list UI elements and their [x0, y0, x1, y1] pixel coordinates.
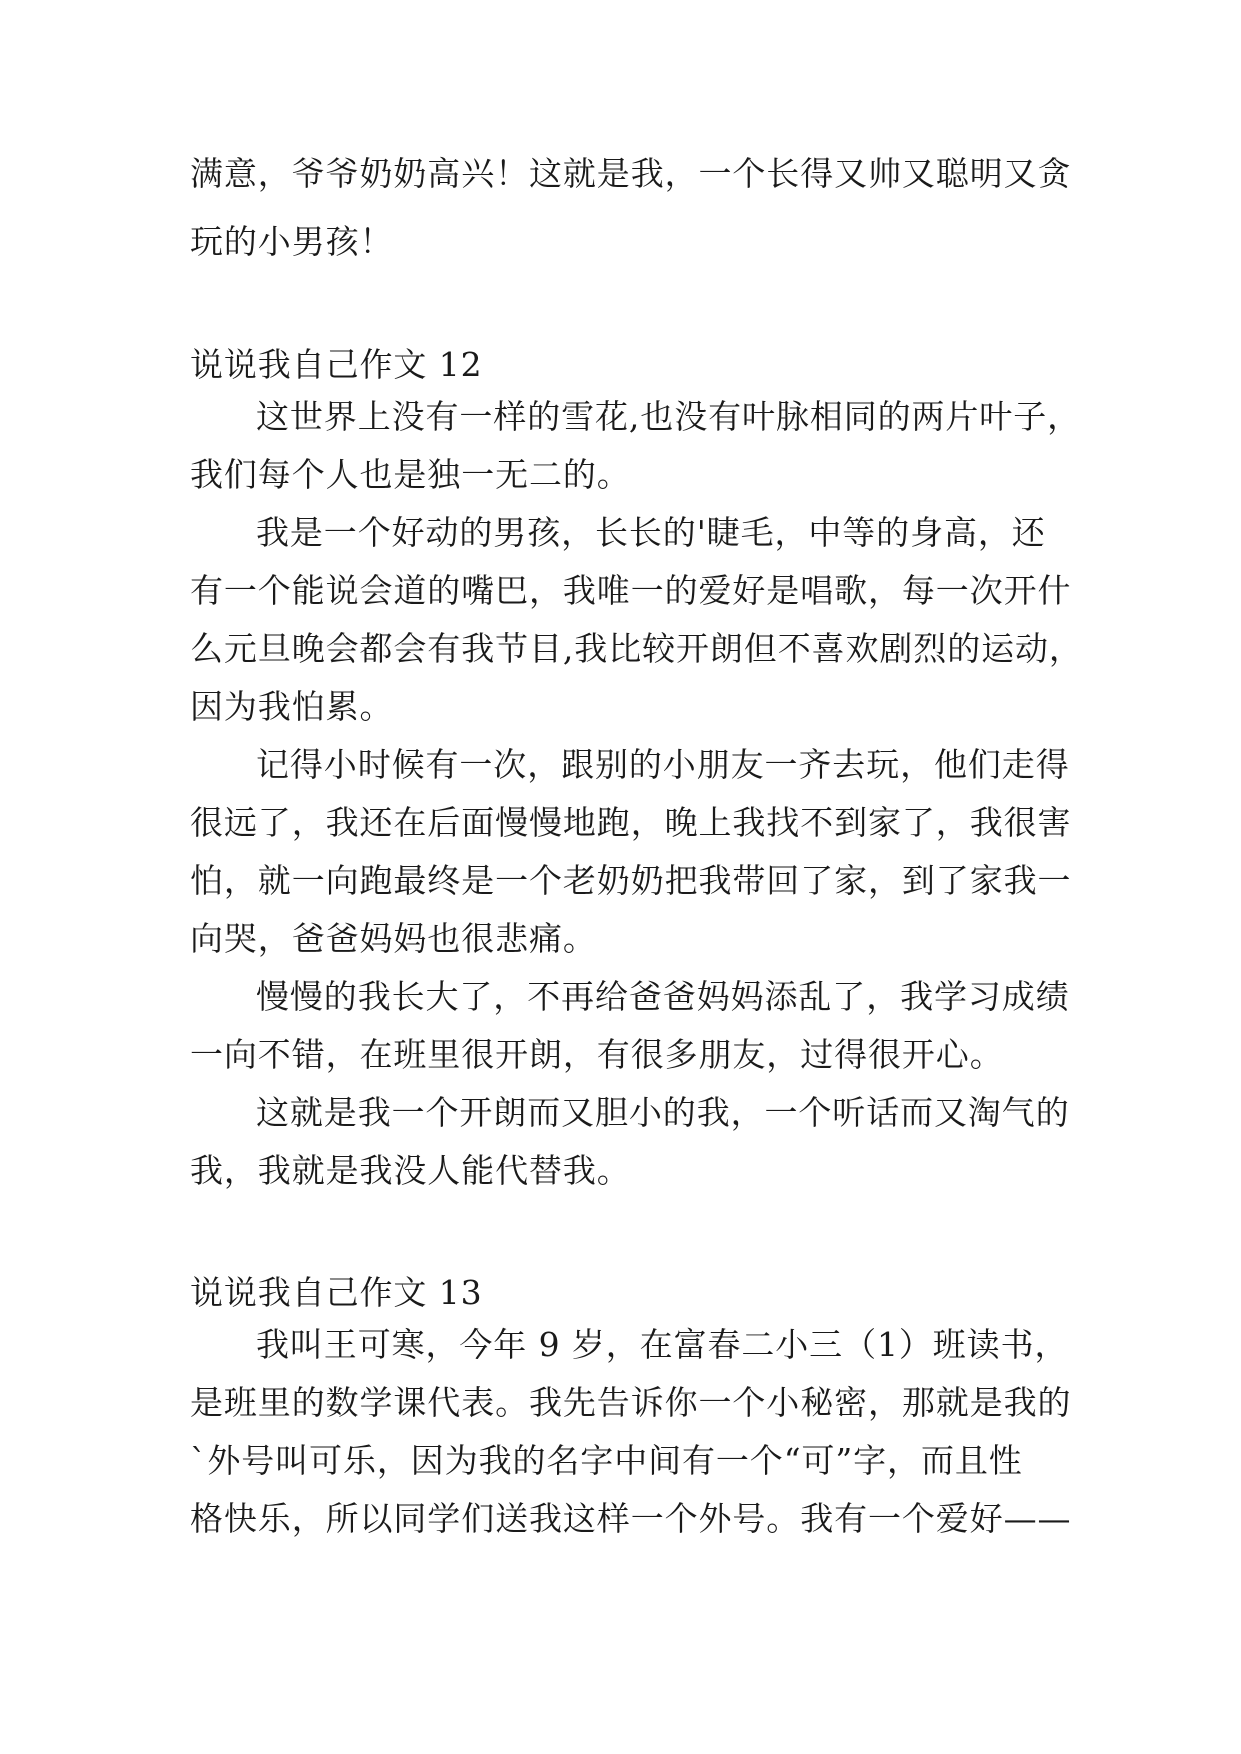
paragraph-line: `外号叫可乐，因为我的名字中间有一个“可”字，而且性 — [190, 1441, 1023, 1480]
paragraph-line: 有一个能说会道的嘴巴，我唯一的爱好是唱歌，每一次开什 — [190, 571, 1072, 610]
paragraph-line: 慢慢的我长大了，不再给爸爸妈妈添乱了，我学习成绩 — [256, 977, 1070, 1016]
paragraph-line: 满意，爷爷奶奶高兴！这就是我，一个长得又帅又聪明又贪 — [190, 154, 1072, 193]
paragraph-line: 这世界上没有一样的雪花,也没有叶脉相同的两片叶子， — [256, 397, 1081, 436]
paragraph-line: 记得小时候有一次，跟别的小朋友一齐去玩，他们走得 — [256, 745, 1070, 784]
paragraph-line: 我们每个人也是独一无二的。 — [190, 455, 631, 494]
paragraph-line: 怕，就一向跑最终是一个老奶奶把我带回了家，到了家我一 — [190, 861, 1072, 900]
essay-title: 说说我自己作文 12 — [190, 345, 483, 384]
paragraph-line: 格快乐，所以同学们送我这样一个外号。我有一个爱好—— — [190, 1499, 1072, 1538]
paragraph-line: 是班里的数学课代表。我先告诉你一个小秘密，那就是我的 — [190, 1383, 1072, 1422]
paragraph-line: 我是一个好动的男孩，长长的'睫毛，中等的身高，还 — [256, 513, 1046, 552]
paragraph-line: 这就是我一个开朗而又胆小的我，一个听话而又淘气的 — [256, 1093, 1070, 1132]
essay-title: 说说我自己作文 13 — [190, 1273, 483, 1312]
paragraph-line: 很远了，我还在后面慢慢地跑，晚上我找不到家了，我很害 — [190, 803, 1072, 842]
paragraph-line: 我，我就是我没人能代替我。 — [190, 1151, 631, 1190]
paragraph-line: 么元旦晚会都会有我节目,我比较开朗但不喜欢剧烈的运动， — [190, 629, 1083, 668]
paragraph-line: 向哭，爸爸妈妈也很悲痛。 — [190, 919, 597, 958]
paragraph-line: 一向不错，在班里很开朗，有很多朋友，过得很开心。 — [190, 1035, 1004, 1074]
paragraph-line: 我叫王可寒，今年 9 岁，在富春二小三（1）班读书， — [256, 1325, 1069, 1364]
paragraph-line: 因为我怕累。 — [190, 687, 394, 726]
paragraph-line: 玩的小男孩！ — [190, 222, 394, 261]
